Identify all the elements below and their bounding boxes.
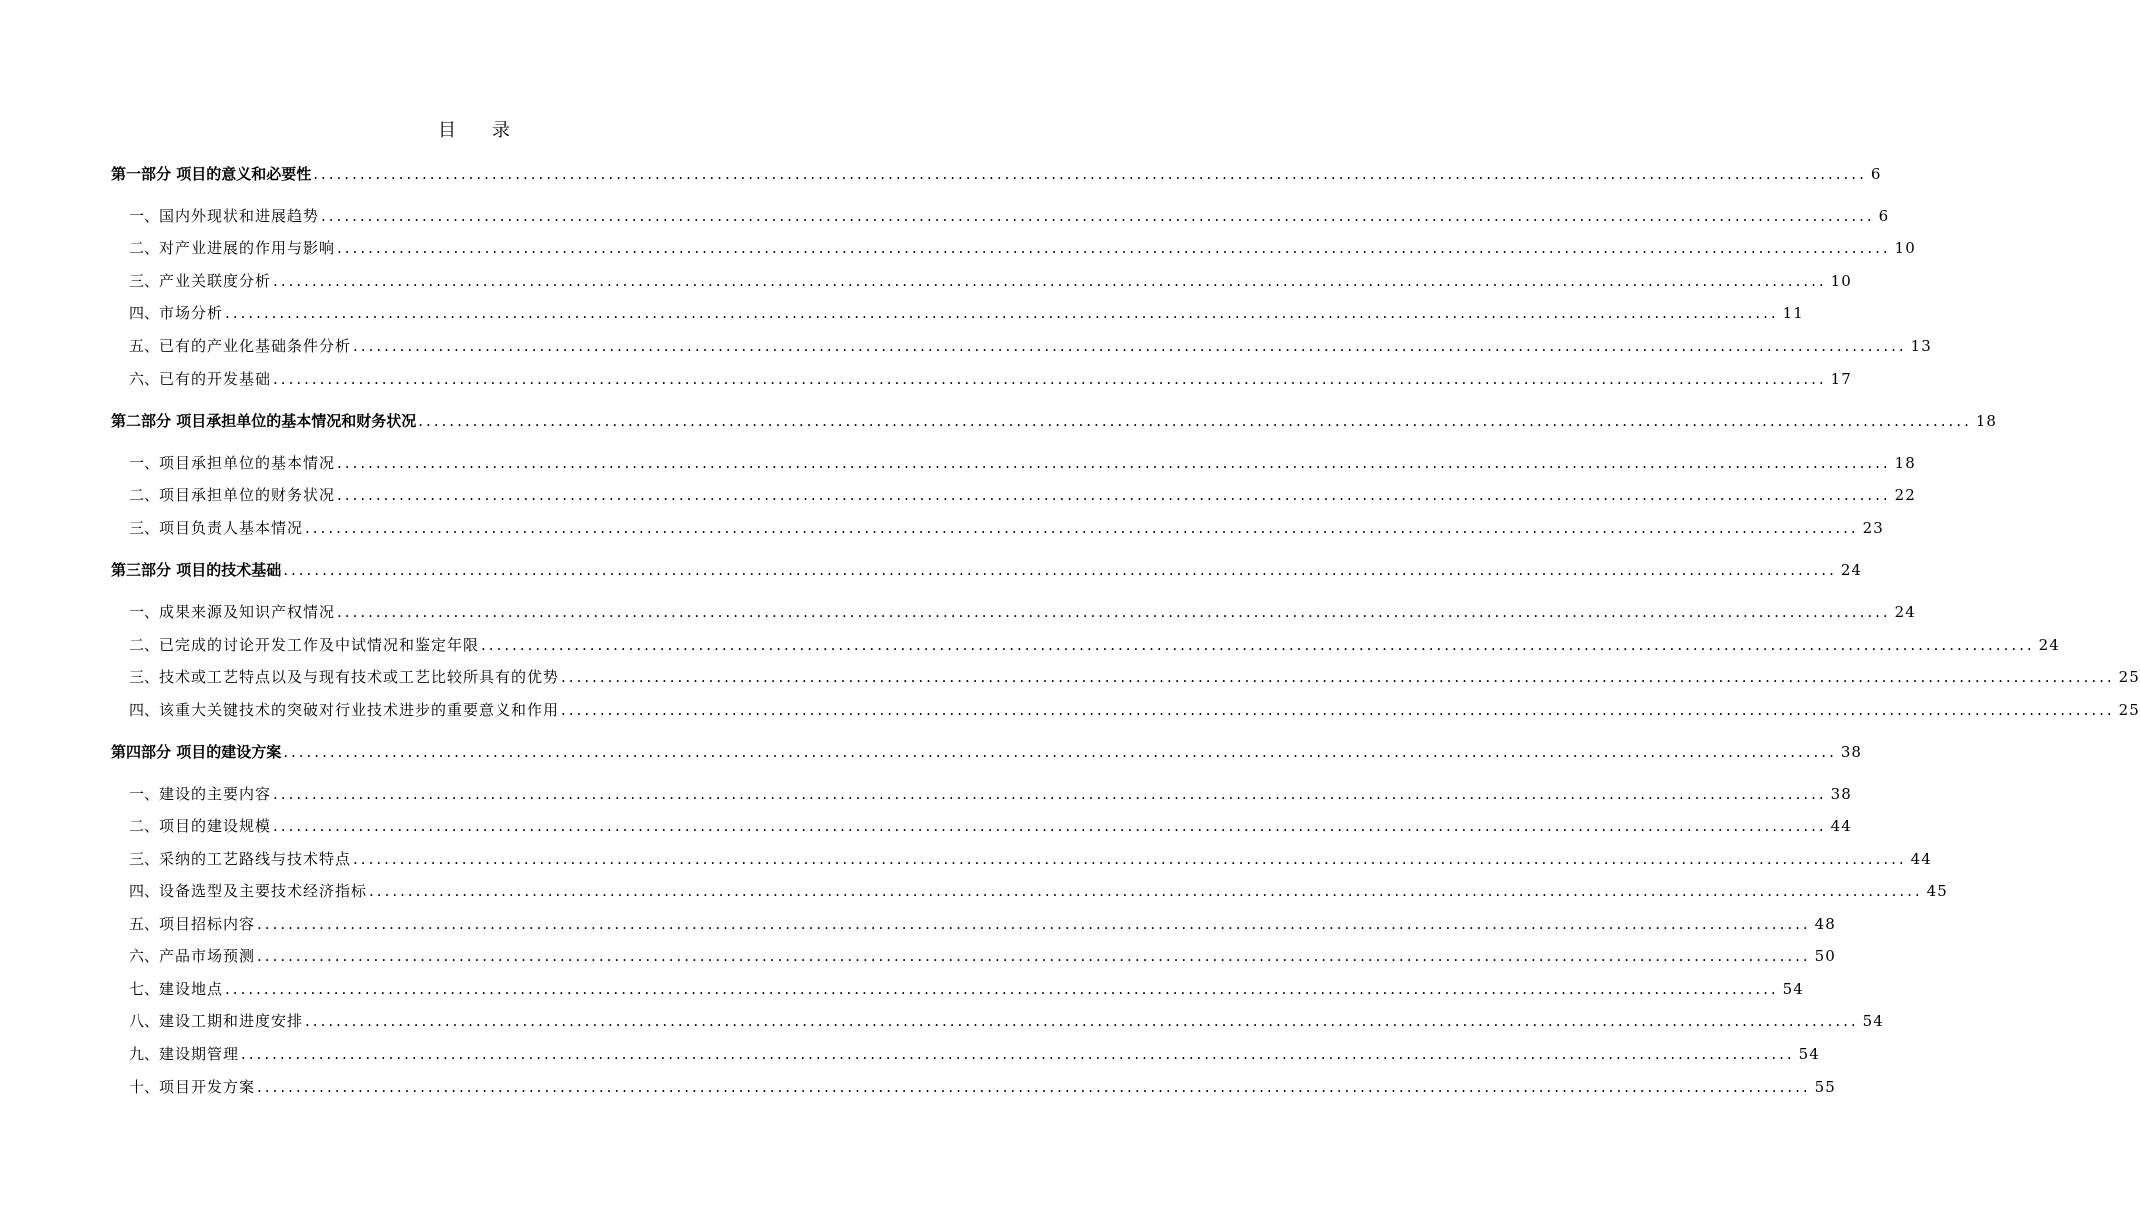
toc-entry-number: 五、 [129,915,160,933]
toc-entry[interactable] [111,974,1804,1000]
toc-page-number: 50 [1814,947,1836,965]
toc-leader-dots: ........................................................................................................................................................................................................ [337,603,1891,621]
toc-entry-label: 产业关联度分析 [159,272,272,290]
toc-entry[interactable] [111,266,1852,292]
toc-leader-dots: ........................................................................................................................................................................................................ [305,1012,1859,1030]
toc-leader-dots: ........................................................................................................................................................................................................ [561,668,2115,686]
toc-entry-number: 一、 [129,785,160,803]
toc-entry[interactable] [111,597,1916,623]
toc-entry-label: 项目承担单位的基本情况 [159,454,336,472]
toc-leader-dots: ........................................................................................................................................................................................................ [283,561,1837,579]
toc-leader-dots: ........................................................................................................................................................................................................ [418,412,1972,430]
toc-part-label: 第二部分 项目承担单位的基本情况和财务状况 [111,412,417,430]
toc-entry-label: 项目的建设规模 [159,817,272,835]
toc-entry-label: 建设工期和进度安排 [159,1012,304,1030]
toc-entry-label: 已完成的讨论开发工作及中试情况和鉴定年限 [159,636,480,654]
toc-leader-dots: ........................................................................................................................................................................................................ [337,486,1891,504]
toc-page-number: 24 [1840,561,1862,579]
toc-entry-label: 建设的主要内容 [159,785,272,803]
toc-entry-label: 建设地点 [159,980,224,998]
toc-entry-label: 市场分析 [159,304,224,322]
toc-entry-label: 对产业进展的作用与影响 [159,239,336,257]
toc-entry-number: 六、 [129,370,160,388]
toc-leader-dots: ........................................................................................................................................................................................................ [273,785,1827,803]
toc-page-number: 11 [1782,304,1804,322]
toc-entry-label: 设备选型及主要技术经济指标 [159,882,368,900]
toc-entry-number: 三、 [129,519,160,537]
toc-leader-dots: ........................................................................................................................................................................................................ [337,239,1891,257]
toc-entry[interactable] [111,941,1836,967]
toc-page-number: 44 [1910,850,1932,868]
toc-part-label: 第四部分 项目的建设方案 [111,743,282,761]
toc-entry[interactable] [111,1072,1836,1098]
toc-entry-number: 八、 [129,1012,160,1030]
toc-entry-number: 二、 [129,636,160,654]
toc-entry[interactable] [111,630,2060,656]
toc-entry-label: 技术或工艺特点以及与现有技术或工艺比较所具有的优势 [159,668,560,686]
toc-entry[interactable] [111,364,1852,390]
toc-entry-label: 项目招标内容 [159,915,256,933]
toc-entry-number: 二、 [129,486,160,504]
toc-entry[interactable] [111,513,1884,539]
toc-entry-number: 五、 [129,337,160,355]
toc-leader-dots: ........................................................................................................................................................................................................ [257,947,1811,965]
toc-leader-dots: ........................................................................................................................................................................................................ [313,165,1867,183]
toc-part-heading[interactable] [111,159,1882,185]
toc-leader-dots: ........................................................................................................................................................................................................ [321,207,1875,225]
toc-entry-label: 项目承担单位的财务状况 [159,486,336,504]
page-title [0,116,950,142]
toc-entry-number: 二、 [129,817,160,835]
title-char-2: 录 [492,120,512,141]
toc-entry[interactable] [111,480,1916,506]
toc-entry-label: 国内外现状和进展趋势 [159,207,320,225]
toc-entry-label: 项目负责人基本情况 [159,519,304,537]
toc-leader-dots: ........................................................................................................................................................................................................ [225,980,1779,998]
toc-page-number: 38 [1830,785,1852,803]
toc-page-number: 6 [1878,207,1890,225]
toc-page-number: 54 [1862,1012,1884,1030]
toc-entry-number: 一、 [129,603,160,621]
toc-entry-label: 产品市场预测 [159,947,256,965]
toc-leader-dots: ........................................................................................................................................................................................................ [353,850,1907,868]
toc-page-number: 18 [1894,454,1916,472]
toc-entry[interactable] [111,695,2140,721]
toc-entry-number: 三、 [129,668,160,686]
toc-entry[interactable] [111,779,1852,805]
toc-page-number: 44 [1830,817,1852,835]
toc-entry[interactable] [111,662,2140,688]
toc-page-number: 18 [1975,412,1997,430]
toc-entry-label: 成果来源及知识产权情况 [159,603,336,621]
toc-page-number: 24 [1894,603,1916,621]
toc-leader-dots: ........................................................................................................................................................................................................ [273,817,1827,835]
toc-entry[interactable] [111,233,1916,259]
toc-entry-number: 一、 [129,207,160,225]
toc-page-number: 13 [1910,337,1932,355]
toc-leader-dots: ........................................................................................................................................................................................................ [241,1045,1795,1063]
toc-leader-dots: ........................................................................................................................................................................................................ [225,304,1779,322]
toc-entry[interactable] [111,1006,1884,1032]
toc-entry-label: 该重大关键技术的突破对行业技术进步的重要意义和作用 [159,701,560,719]
toc-leader-dots: ........................................................................................................................................................................................................ [273,272,1827,290]
toc-leader-dots: ........................................................................................................................................................................................................ [257,915,1811,933]
toc-page-number: 45 [1926,882,1948,900]
toc-leader-dots: ........................................................................................................................................................................................................ [283,743,1837,761]
toc-page-number: 25 [2118,701,2140,719]
toc-entry-number: 四、 [129,304,160,322]
toc-leader-dots: ........................................................................................................................................................................................................ [369,882,1923,900]
toc-part-heading[interactable] [111,555,1862,581]
toc-entry[interactable] [111,331,1932,357]
toc-entry[interactable] [111,844,1932,870]
toc-entry-label: 建设期管理 [159,1045,240,1063]
toc-entry-number: 六、 [129,947,160,965]
toc-entry-number: 十、 [129,1078,160,1096]
toc-part-heading[interactable] [111,406,1997,432]
toc-entry[interactable] [111,298,1804,324]
toc-page-number: 25 [2118,668,2140,686]
toc-part-label: 第一部分 项目的意义和必要性 [111,165,312,183]
toc-leader-dots: ........................................................................................................................................................................................................ [337,454,1891,472]
toc-entry[interactable] [111,201,1890,227]
toc-entry-label: 已有的产业化基础条件分析 [159,337,352,355]
toc-page-number: 10 [1830,272,1852,290]
toc-entry-label: 项目开发方案 [159,1078,256,1096]
toc-entry-number: 四、 [129,701,160,719]
toc-entry-number: 一、 [129,454,160,472]
toc-entry[interactable] [111,876,1948,902]
toc-entry-number: 三、 [129,272,160,290]
toc-entry-number: 七、 [129,980,160,998]
toc-page-number: 23 [1862,519,1884,537]
toc-page-number: 54 [1782,980,1804,998]
toc-entry-label: 采纳的工艺路线与技术特点 [159,850,352,868]
toc-page-number: 38 [1840,743,1862,761]
toc-entry-number: 二、 [129,239,160,257]
toc-page-number: 55 [1814,1078,1836,1096]
toc-page-number: 48 [1814,915,1836,933]
toc-leader-dots: ........................................................................................................................................................................................................ [273,370,1827,388]
toc-entry[interactable] [111,448,1916,474]
title-char-1: 目 [438,120,458,141]
toc-entry[interactable] [111,811,1852,837]
toc-entry[interactable] [111,909,1836,935]
toc-part-heading[interactable] [111,737,1862,763]
toc-leader-dots: ........................................................................................................................................................................................................ [257,1078,1811,1096]
toc-entry[interactable] [111,1039,1820,1065]
toc-leader-dots: ........................................................................................................................................................................................................ [353,337,1907,355]
toc-page-number: 54 [1798,1045,1820,1063]
toc-leader-dots: ........................................................................................................................................................................................................ [305,519,1859,537]
toc-page-number: 6 [1870,165,1882,183]
toc-page-number: 24 [2038,636,2060,654]
toc-entry-number: 三、 [129,850,160,868]
toc-leader-dots: ........................................................................................................................................................................................................ [481,636,2035,654]
toc-entry-label: 已有的开发基础 [159,370,272,388]
toc-entry-number: 九、 [129,1045,160,1063]
toc-leader-dots: ........................................................................................................................................................................................................ [561,701,2115,719]
toc-part-label: 第三部分 项目的技术基础 [111,561,282,579]
toc-page-number: 22 [1894,486,1916,504]
toc-entry-number: 四、 [129,882,160,900]
toc-page-number: 10 [1894,239,1916,257]
toc-page-number: 17 [1830,370,1852,388]
